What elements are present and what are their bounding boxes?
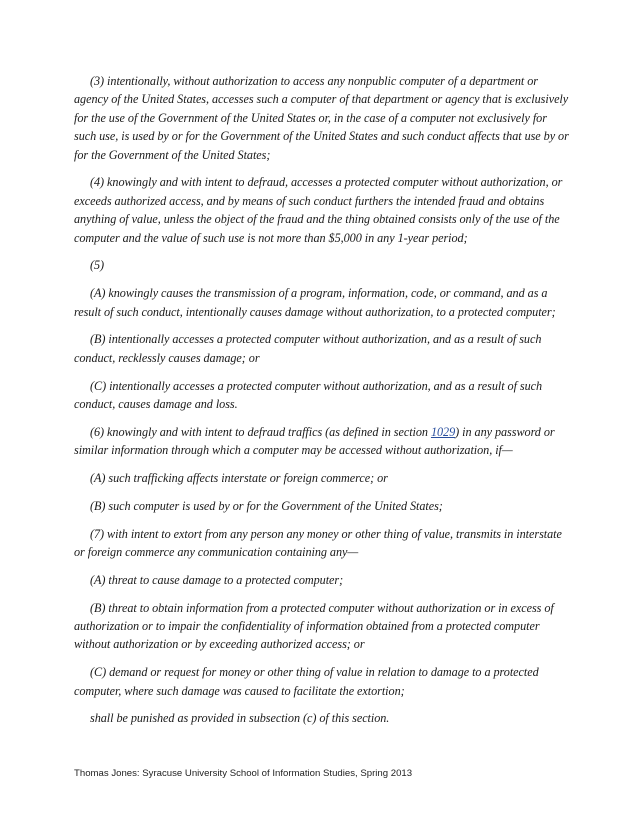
paragraph-6 [74,423,570,460]
statute-text [74,72,570,737]
paragraph-6a: (A) such trafficking affects interstate or foreign commerce; or [90,471,388,486]
paragraph-6-after: ) in any password or similar information through which a computer may be accessed without authorization, if— [74,424,555,458]
paragraph-7c: (C) demand or request for money or other thing of value in relation to damage to a protected computer, where such damage was caused to facilitate the extortion; [74,665,539,698]
paragraph-5a: (A) knowingly causes the transmission of a program, information, code, or command, and as a result of such conduct, intentionally causes damage without authorization, to a protected computer; [74,286,556,319]
paragraph-5c: (C) intentionally accesses a protected computer without authorization, and as a result of such conduct, causes damage and loss. [74,378,543,412]
paragraph-6-before: (6) knowingly and with intent to defraud traffics (as defined in section [90,424,431,439]
paragraph-6b: (B) such computer is used by or for the Government of the United States; [90,498,443,513]
paragraph-3: (3) intentionally, without authorization to access any nonpublic computer of a department or agency of the United States, accesses such a computer of that department or agency that is exclusively for the use of the Government of the United States or, in the case of a computer not exclusively for such use, is used by or for the Government of the United States and such conduct affects that use by or for the Government of the United States; [74,74,569,162]
paragraph-5: (5) [90,258,105,273]
paragraph-7: (7) with intent to extort from any person any money or other thing of value, transmits in interstate or foreign commerce any communication containing any— [74,526,562,560]
page-footer: Thomas Jones: Syracuse University School of Information Studies, Spring 2013 [74,768,413,779]
paragraph-7b: (B) threat to obtain information from a protected computer without authorization or in excess of authorization or to impair the confidentiality of information obtained from a protected computer without authorization or by exceeding authorized access; or [74,600,554,652]
paragraph-7a: (A) threat to cause damage to a protected computer; [90,572,344,587]
paragraph-closing: shall be punished as provided in subsection (c) of this section. [90,711,390,726]
paragraph-5b: (B) intentionally accesses a protected computer without authorization, and as a result of such conduct, recklessly causes damage; or [74,332,542,365]
paragraph-4: (4) knowingly and with intent to defraud, accesses a protected computer without authorization, or exceeds authorized access, and by means of such conduct furthers the intended fraud and obtains anything of value, unless the object of the fraud and the thing obtained consists only of the use of the computer and the value of such use is not more than $5,000 in any 1-year period; [74,175,563,245]
section-1029-link[interactable]: 1029 [430,424,456,439]
